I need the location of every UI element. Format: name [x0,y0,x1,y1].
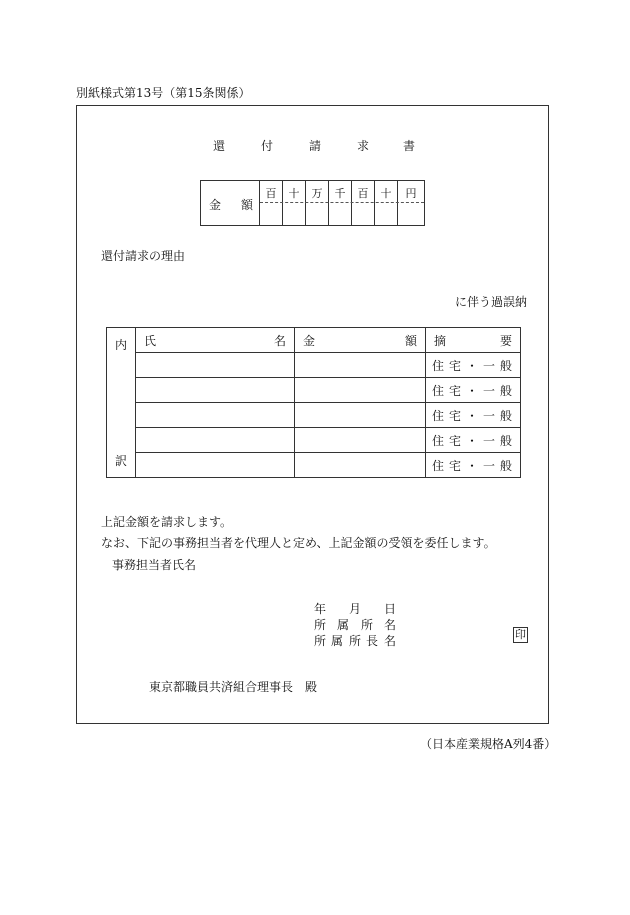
digit-unit: 十 [288,187,300,200]
title-char: 請 [309,139,322,153]
breakdown-table [106,327,521,478]
digit-field[interactable] [306,181,329,225]
usage-char: 一 [482,383,495,398]
usage-char: 一 [482,458,495,473]
name-cell[interactable] [136,453,295,478]
seal-box: 印 [515,628,526,641]
reason-suffix: に伴う過誤納 [455,295,528,309]
name-cell[interactable] [136,378,295,403]
amount-cell[interactable] [295,353,426,378]
office-name-char: 属 [337,618,350,632]
amount-label-char: 額 [241,198,254,212]
amount-cell[interactable] [295,403,426,428]
amount-label [201,181,260,225]
office-head-char: 所 [349,634,362,648]
usage-char: ・ [465,408,478,423]
usage-char: 般 [499,408,512,423]
digit-unit: 円 [405,187,417,200]
usage-cell[interactable] [426,403,521,428]
side-label-top: 内 [114,338,127,352]
usage-cell[interactable] [426,378,521,403]
table-header-row [107,328,521,353]
name-cell[interactable] [136,353,295,378]
usage-char: ・ [465,433,478,448]
digit-unit: 百 [357,187,369,200]
usage-char: 般 [499,358,512,373]
usage-char: 住 [432,458,445,473]
digit-field[interactable] [283,181,306,225]
usage-char: 住 [432,408,445,423]
office-name-char: 名 [384,618,397,632]
office-head-char: 名 [384,634,397,648]
usage-cell[interactable] [426,353,521,378]
header-name-char: 氏 [144,333,157,348]
name-cell[interactable] [136,428,295,453]
office-head-char: 所 [314,634,327,648]
reason-label: 還付請求の理由 [101,249,186,263]
delegation-statement: なお、下記の事務担当者を代理人と定め、上記金額の受領を委任します。 [101,536,496,550]
header-amount-char: 額 [404,333,417,348]
name-cell[interactable] [136,403,295,428]
usage-char: 宅 [448,383,461,398]
office-name-char: 所 [314,618,327,632]
breakdown-side-label [107,328,136,478]
amount-cell[interactable] [295,428,426,453]
usage-char: 般 [499,383,512,398]
digit-unit: 百 [265,187,277,200]
usage-cell[interactable] [426,428,521,453]
header-name-char: 名 [273,333,286,348]
digit-field[interactable] [398,181,424,225]
date-year-label: 年 [314,602,327,616]
digit-unit: 万 [311,187,323,200]
office-name-char: 所 [361,618,374,632]
date-day-label: 日 [384,602,397,616]
amount-label-char: 金 [209,198,222,212]
table-row [107,353,521,378]
usage-cell[interactable] [426,453,521,478]
usage-char: 住 [432,433,445,448]
amount-cell[interactable] [295,378,426,403]
office-head-char: 長 [366,634,379,648]
table-row [107,453,521,478]
usage-char: 宅 [448,458,461,473]
usage-char: 一 [482,408,495,423]
usage-char: 宅 [448,358,461,373]
addressee: 東京都職員共済組合理事長 殿 [149,680,318,694]
side-label-bottom: 訳 [114,454,127,468]
usage-char: 住 [432,358,445,373]
header-amount [295,328,426,353]
amount-box [200,180,425,226]
usage-char: 一 [482,358,495,373]
usage-char: ・ [465,458,478,473]
amount-dashed-divider [260,202,424,203]
usage-char: 般 [499,433,512,448]
clerk-name-label: 事務担当者氏名 [112,558,197,572]
table-row [107,428,521,453]
table-row [107,378,521,403]
digit-unit: 千 [334,187,346,200]
digit-field[interactable] [260,181,283,225]
table-row [107,403,521,428]
title-char: 書 [403,139,416,153]
digit-field[interactable] [375,181,398,225]
title-char: 還 [213,139,226,153]
date-month-label: 月 [349,602,362,616]
digit-field[interactable] [329,181,352,225]
usage-char: 一 [482,433,495,448]
usage-char: 宅 [448,408,461,423]
header-remarks-char: 要 [499,333,512,348]
usage-char: ・ [465,358,478,373]
title-char: 求 [357,139,370,153]
digit-unit: 十 [380,187,392,200]
request-statement: 上記金額を請求します。 [101,515,233,529]
digit-field[interactable] [352,181,375,225]
header-name [136,328,295,353]
usage-char: ・ [465,383,478,398]
paper-size-note: （日本産業規格A列4番） [420,737,557,751]
header-remarks-char: 摘 [434,333,447,348]
usage-char: 般 [499,458,512,473]
office-head-char: 属 [331,634,344,648]
form-number: 別紙様式第13号（第15条関係） [76,86,251,100]
amount-cell[interactable] [295,453,426,478]
usage-char: 住 [432,383,445,398]
header-amount-char: 金 [303,333,316,348]
document-title [0,137,630,151]
title-char: 付 [261,139,274,153]
header-remarks [426,328,521,353]
usage-char: 宅 [448,433,461,448]
